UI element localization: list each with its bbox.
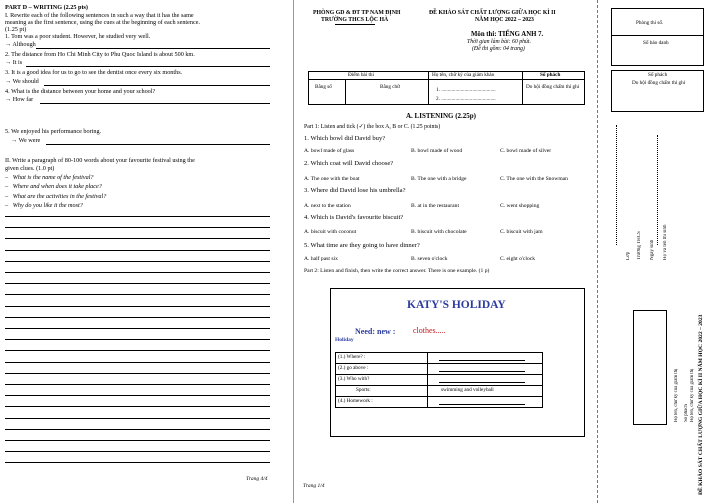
rewrite-cue: → Although [5,41,36,48]
page-number-left: Trang 4/4 [246,476,268,482]
katy-sports-value: swimming and volleyball [441,387,494,393]
writing-line[interactable] [5,272,270,273]
writing-line[interactable] [5,317,270,318]
candidate-number-label: Số báo danh [643,40,669,46]
katy-row-line [335,385,543,386]
answer-line[interactable] [46,144,270,145]
listening-part1: Part 1: Listen and tick (✓) the box A, B or C. (1.25 points) [304,124,441,130]
answer-option[interactable]: B. at in the restaurant [411,203,459,209]
writing-line[interactable] [5,339,270,340]
katy-row-label: Sports: [356,387,371,393]
school-year: NĂM HỌC 2022 – 2023 [475,17,534,23]
writing-line[interactable] [5,238,270,239]
dotted-field[interactable] [657,135,658,245]
writing-line[interactable] [5,418,270,419]
supervisor-label-2: Họ tên, chữ ký của giám thị [690,368,695,422]
score-label: Điểm bài thi [348,72,374,78]
clue-item: – What are the activities in the festival? [5,193,107,200]
examiner-1[interactable]: 1. .......................................... [436,87,496,93]
writing-line[interactable] [5,429,270,430]
score-word-label: Bằng chữ [380,84,400,90]
listening-part2: Part 2: Listen and finish, then write the correct answer. There is one example. (1 p) [304,268,490,274]
examiner-2[interactable]: 2. .......................................... [436,96,496,102]
instr1-line: I. Rewrite each of the following sentences in such a way that it has the same [5,12,194,19]
dotted-field[interactable] [616,125,617,245]
writing-line[interactable] [5,283,270,284]
writing-line[interactable] [5,216,270,217]
katy-row-label: (3.) Who with? [338,376,370,382]
clue-item: – What is the name of the festival? [5,174,94,181]
katy-row-label: (4.) Homework : [338,398,373,404]
score-number-label: Bằng số [315,84,332,90]
rewrite-question: 5. We enjoyed his performance boring. [5,128,102,135]
supervisor-box [633,310,667,425]
holiday-label: Holiday [335,337,354,343]
answer-option[interactable]: B. The one with a bridge [411,176,467,182]
answer-option[interactable]: A. biscuit with coconut [304,229,357,235]
writing-line[interactable] [5,384,270,385]
school-name: TRƯỜNG THCS LỘC HÀ [321,17,389,23]
part-d-title: PART D – WRITING (2.25 pts) [5,4,88,11]
katy-row-label: (1.) Where? : [338,354,366,360]
instr2-line: II. Write a paragraph of 80-100 words about your favourite festival using the [5,157,195,164]
exam-time: Thời gian làm bài: 60 phút. [467,39,531,45]
need-label: Need: new : [355,327,396,336]
rewrite-cue: → How far [5,96,34,103]
answer-option[interactable]: A. next to the station [304,203,351,209]
writing-line[interactable] [5,261,270,262]
listening-title: A. LISTENING (2.25p) [406,112,477,120]
phach-label: Số phách [648,72,668,78]
rewrite-question: 1. Tom was a poor student. However, he studied very well. [5,33,151,40]
answer-option[interactable]: B. bowl made of wood [411,148,463,154]
instr1-line: meaning as the first sentence, using the cues at the beginning of each sentence. [5,19,201,26]
subject: Môn thi: TIẾNG ANH 7. [471,31,544,38]
katy-row-label: (2.) go above : [338,365,369,371]
writing-line[interactable] [5,306,270,307]
cut-line [597,0,598,503]
katy-table-divider [427,352,428,408]
writing-line[interactable] [5,451,270,452]
class-label: Lớp [626,251,631,260]
answer-option[interactable]: B. biscuit with chocolate [411,229,467,235]
rewrite-question: 3. It is a good idea for us to go to see the dentist once every six months. [5,69,183,76]
writing-line[interactable] [5,250,270,251]
hoi-dong-label: Do hội đồng chấm thi ghi [526,84,580,90]
listening-question: 5. What time are they going to have dinner? [304,242,420,249]
answer-line[interactable] [36,48,270,49]
candidate-name-label: Họ và tên thí sinh [663,224,668,260]
writing-line[interactable] [5,350,270,351]
vertical-exam-title: ĐỀ KHẢO SÁT CHẤT LƯỢNG GIỮA HỌC KÌ II NĂM HỌC 2022 – 2023 [698,314,704,495]
katy-holiday-box [330,288,585,437]
school-label: Trường THCS [637,231,642,260]
rewrite-cue: → We should [5,78,39,85]
katy-row-line [335,374,543,375]
listening-question: 4. Which is David's favourite biscuit? [304,214,404,221]
supervisor-label: Họ tên, chữ ký của giám thị [674,368,679,422]
katy-title: KATY'S HOLIDAY [407,299,506,311]
katy-answer-line[interactable] [439,382,525,383]
clue-text: Why do you like it the most? [12,202,83,209]
clue-item: – Where and when does it take place? [5,183,102,190]
writing-line[interactable] [5,462,270,463]
writing-line[interactable] [5,440,270,441]
page-divider [293,0,294,503]
writing-line[interactable] [5,406,270,407]
so-phach-label: Số phách [540,72,561,78]
writing-line[interactable] [5,294,270,295]
exam-title: ĐỀ KHẢO SÁT CHẤT LƯỢNG GIỮA HỌC KÌ II [429,10,556,16]
clue-text: What are the activities in the festival? [12,193,107,200]
table-divider [308,79,585,80]
answer-line[interactable] [26,66,270,67]
rewrite-cue: → We were [11,137,41,144]
writing-line[interactable] [5,373,270,374]
department-name: PHÒNG GD & ĐT TP NAM ĐỊNH [313,10,401,16]
rewrite-question: 2. The distance from Ho Chi Minh City to Phu Quoc Island is about 500 km. [5,51,195,58]
exam-room-label: Phòng thi số. [636,20,664,26]
answer-option[interactable]: C. biscuit with jam [500,229,543,235]
writing-line[interactable] [5,227,270,228]
rewrite-cue: → It is [5,59,23,66]
table-divider [522,71,523,105]
katy-row-line [335,396,543,397]
answer-option[interactable]: A. half past six [304,256,338,262]
exam-pages: (Đề thi gồm: 04 trang) [472,46,525,52]
katy-answer-line[interactable] [439,371,525,372]
writing-line[interactable] [5,362,270,363]
table-divider [345,79,346,105]
answer-option[interactable]: A. The one with the boat [304,176,360,182]
listening-question: 1. Which bowl did David buy? [304,135,386,142]
listening-question: 2. Which coat will David choose? [304,160,394,167]
answer-option[interactable]: A. bowl made of glass [304,148,355,154]
instr1-line: (1.25 pt) [5,26,27,33]
clue-text: Where and when does it take place? [12,183,102,190]
writing-line[interactable] [5,328,270,329]
examiners-label: Họ tên, chữ ký của giám khảo [432,72,495,78]
katy-answer-line[interactable] [439,404,525,405]
instr2-line: given clues. (1.0 pt) [5,165,55,172]
info-box-divider [611,35,704,36]
answer-option[interactable]: C. went shopping [500,203,540,209]
answer-line[interactable] [40,103,270,104]
phach-note: Do hội đồng chấm thi ghi [632,80,686,86]
table-divider [428,71,429,105]
need-value: clothes..... [413,326,446,335]
clue-text: What is the name of the festival? [12,174,94,181]
page-number-middle: Trang 1/4 [303,483,325,489]
katy-answer-line[interactable] [439,360,525,361]
answer-option[interactable]: C. The one with the Snowman [500,176,568,182]
listening-question: 3. Where did David lose his umbrella? [304,187,406,194]
answer-option[interactable]: C. bowl made of silver [500,148,552,154]
answer-line[interactable] [44,85,270,86]
answer-option[interactable]: C. eight o'clock [500,256,536,262]
writing-line[interactable] [5,395,270,396]
underline [335,24,375,25]
katy-row-line [335,363,543,364]
clue-item: – Why do you like it the most? [5,202,83,209]
phach-vertical-label: Số phách [684,404,689,422]
answer-option[interactable]: B. seven o'clock [411,256,448,262]
birthdate-label: Ngày sinh [650,239,655,260]
info-box [611,8,704,66]
rewrite-question: 4. What is the distance between your home and your school? [5,88,156,95]
